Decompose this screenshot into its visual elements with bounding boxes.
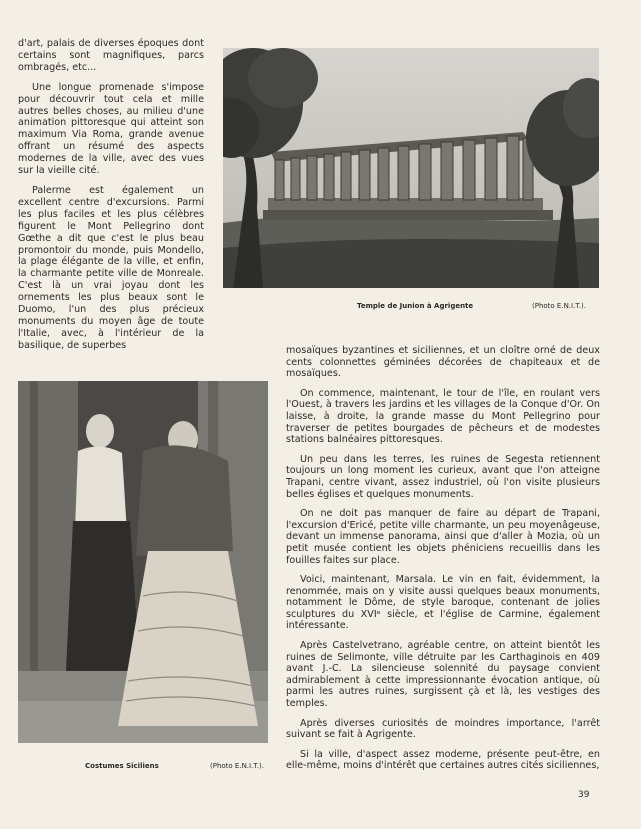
temple-photo-credit: (Photo E.N.I.T.).	[532, 302, 586, 310]
right-paragraph-3: Un peu dans les terres, les ruines de Segesta retiennent toujours un long moment les curieux, avant que l'on atteigne Trapani, centre vivant, assez industriel, où l'on visite plusieurs belles églises et quelques monuments.	[286, 453, 600, 500]
right-paragraph-2: On commence, maintenant, le tour de l'île, en roulant vers l'Ouest, à travers les jardins et les villages de la Conque d'Or. On laisse, à droite, la grande masse du Mont Pellegrino pour traverser de petites bourgades de pêcheurs et de modestes stations balnéaires pittoresques.	[286, 387, 600, 446]
right-paragraph-1: mosaïques byzantines et siciliennes, et un cloître orné de deux cents colonnettes géminées décorées de chapiteaux et de mosaïques.	[286, 345, 600, 380]
right-paragraph-6: Après Castelvetrano, agréable centre, on atteint bientôt les ruines de Selimonte, ville détruite par les Carthaginois en 409 avant J.-C. La silencieuse solennité du paysage convient admirablement à cette impressionnante évocation antique, où parmi les autres ruines, surgissent çà et là, les vestiges des temples.	[286, 640, 600, 710]
right-paragraph-4: On ne doit pas manquer de faire au départ de Trapani, l'excursion d'Ericé, petite ville charmante, un peu moyenâgeuse, devant un immense panorama, ainsi que d'aller à Mozia, où un petit musée contient les objets phéniciens recueillis dans les fouilles faites sur place.	[286, 508, 600, 566]
page-number: 39	[578, 790, 590, 800]
temple-photo-caption: Temple de Junion à Agrigente	[357, 302, 474, 310]
left-paragraph-2: Une longue promenade s'impose pour découvrir tout cela et mille autres belles choses, au milieu d'une animation pittoresque qui atteint son maximum Via Roma, grande avenue offrant un résumé des aspects modernes de la ville, avec des vues sur la vieille cité.	[18, 81, 204, 177]
temple-illustration	[223, 48, 599, 288]
costume-photo-credit: (Photo E.N.I.T.).	[210, 762, 264, 770]
costume-photo-caption: Costumes Siciliens	[85, 762, 159, 770]
temple-photo	[223, 48, 599, 288]
right-paragraph-5: Voici, maintenant, Marsala. Le vin en fait, évidemment, la renommée, mais on y visite aussi quelques beaux monuments, notamment le Dôme, de style baroque, contenant de jolies sculptures du XVIᵉ siècle, et l'église de Carmine, également intéressante.	[286, 574, 600, 632]
left-column-text	[18, 38, 204, 360]
left-paragraph-3: Palerme est également un excellent centre d'excursions. Parmi les plus faciles et les plus célèbres figurent le Mont Pellegrino dont Gœthe a dit que c'est le plus beau promontoir du monde, puis Mondello, la plage élégante de la ville, et enfin, la charmante petite ville de Monreale. C'est là un vrai joyau dont les ornements les plus beaux sont le Duomo, l'un des plus précieux monuments du moyen âge de toute l'Italie, avec, à l'intérieur de la basilique, de superbes	[18, 184, 204, 351]
right-column-text	[286, 345, 600, 780]
left-paragraph-1: d'art, palais de diverses époques dont certains sont magnifiques, parcs ombragés, etc...	[18, 38, 204, 73]
right-paragraph-8: Si la ville, d'aspect assez moderne, présente peut-être, en elle-même, moins d'intérêt que certaines autres cités siciliennes,	[286, 748, 600, 772]
right-paragraph-7: Après diverses curiosités de moindres importance, l'arrêt suivant se fait à Agrigente.	[286, 717, 600, 741]
costume-photo	[18, 381, 268, 743]
costume-illustration	[18, 381, 268, 743]
